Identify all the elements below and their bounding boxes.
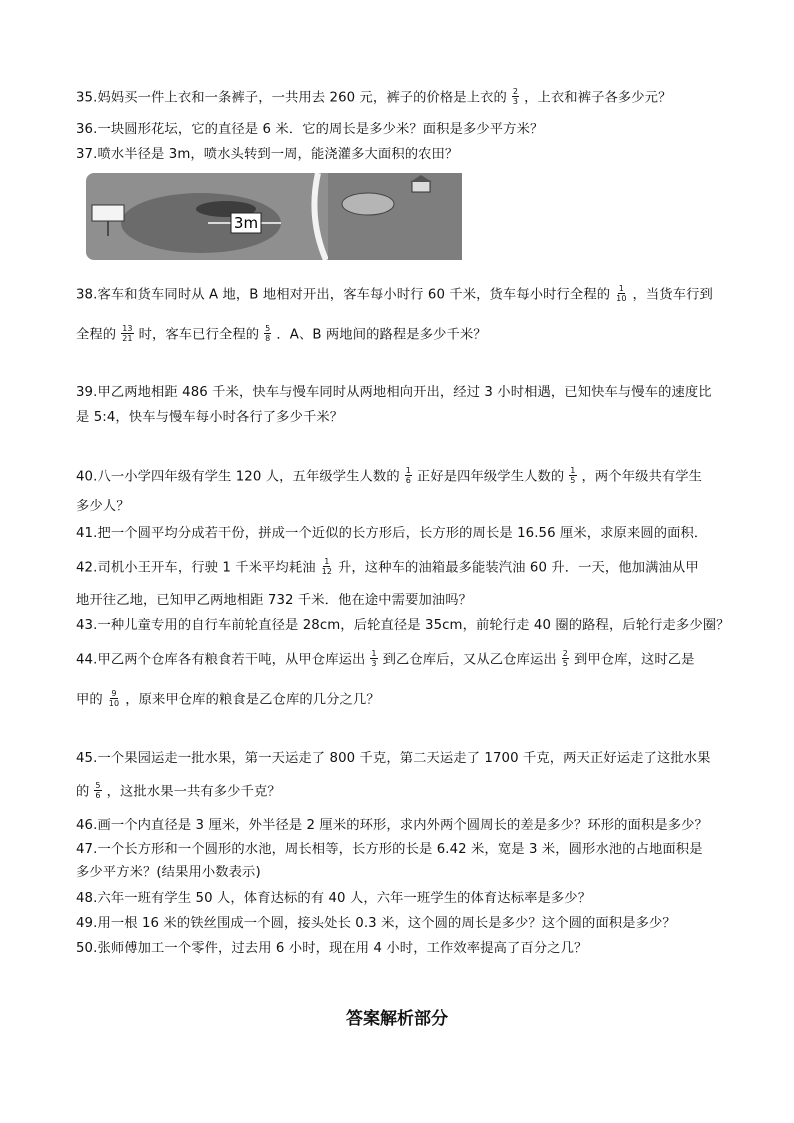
problem-42-line1	[76, 558, 699, 578]
fraction-denominator: 6	[405, 476, 411, 485]
fraction-numerator: 5	[95, 781, 101, 790]
fraction-denominator: 5	[562, 659, 568, 668]
problem-text: ，这批水果一共有多少千克？	[106, 784, 281, 800]
problem-text: 35.妈妈买一件上衣和一条裤子，一共用去 260 元，裤子的价格是上衣的	[76, 90, 507, 106]
problem-text: ，上衣和裤子各多少元？	[524, 90, 672, 106]
fraction	[569, 466, 576, 485]
problem-44-line2	[76, 690, 380, 710]
fraction	[512, 87, 519, 106]
fraction-denominator: 10	[108, 699, 120, 708]
fraction	[321, 557, 333, 576]
problem-43: 43.一种儿童专用的自行车前轮直径是 28cm，后轮直径是 35cm，前轮行走 40 圈的路程，后轮行走多少圈？	[76, 618, 730, 633]
fraction-numerator: 1	[618, 284, 624, 293]
problem-37: 37.喷水半径是 3m，喷水头转到一周，能浇灌多大面积的农田？	[76, 147, 459, 162]
fraction-denominator: 6	[95, 791, 101, 800]
radius-label: 3m	[233, 214, 259, 232]
pond	[342, 193, 394, 215]
problem-48: 48.六年一班有学生 50 人，体育达标的有 40 人，六年一班学生的体育达标率是多少？	[76, 891, 592, 906]
fraction-numerator: 2	[562, 649, 568, 658]
problem-text: 44.甲乙两个仓库各有粮食若干吨，从甲仓库运出	[76, 652, 366, 668]
problem-44-line1	[76, 650, 695, 670]
problem-text: 全程的	[76, 327, 117, 343]
problem-49: 49.用一根 16 米的铁丝围成一个圆，接头处长 0.3 米，这个圆的周长是多少？这个圆的面积是多少？	[76, 916, 676, 931]
fraction-numerator: 2	[512, 87, 519, 96]
problem-39-line2: 是 5:4，快车与慢车每小时各行了多少千米？	[76, 410, 344, 425]
fraction-denominator: 21	[122, 334, 133, 343]
signboard	[92, 205, 124, 221]
fraction-numerator: 1	[570, 466, 576, 475]
problem-40-line1	[76, 467, 702, 487]
fraction-denominator: 8	[265, 334, 271, 343]
problem-40-line2: 多少人？	[76, 499, 130, 514]
fraction-denominator: 3	[512, 97, 519, 106]
problem-text: 正好是四年级学生人数的	[416, 469, 565, 485]
problem-text: 到乙仓库后，又从乙仓库运出	[382, 652, 557, 668]
problem-text: 到甲仓库，这时乙是	[573, 652, 695, 668]
fraction	[264, 324, 271, 343]
problem-38-line1	[76, 285, 713, 305]
fraction	[562, 649, 569, 668]
fraction	[615, 284, 627, 303]
fraction	[94, 781, 101, 800]
fraction-numerator: 1	[324, 557, 330, 566]
fraction-numerator: 9	[111, 689, 117, 698]
fraction-numerator: 1	[371, 649, 377, 658]
fraction-denominator: 3	[371, 659, 377, 668]
fraction-denominator: 10	[616, 294, 627, 303]
farmland-area	[328, 173, 462, 260]
problem-text: 甲的	[76, 692, 103, 708]
answer-section-heading: 答案解析部分	[346, 1009, 448, 1029]
problem-35	[76, 88, 671, 108]
problem-text: ，原来甲仓库的粮食是乙仓库的几分之几？	[125, 692, 380, 708]
problem-50: 50.张师傅加工一个零件，过去用 6 小时，现在用 4 小时，工作效率提高了百分之几？	[76, 941, 588, 956]
problem-text: 的	[76, 784, 90, 800]
fraction-denominator: 5	[570, 476, 576, 485]
problem-42-line2: 地开往乙地，已知甲乙两地相距 732 千米．他在途中需要加油吗？	[76, 593, 473, 608]
problem-text: 38.客车和货车同时从 A 地，B 地相对开出，客车每小时行 60 千米，货车每小时行全程的	[76, 287, 611, 303]
problem-text: 40.八一小学四年级有学生 120 人，五年级学生人数的	[76, 469, 400, 485]
fraction-numerator: 1	[405, 466, 411, 475]
sprinkler-field-illustration	[86, 173, 462, 260]
problem-text: 升，这种车的油箱最多能装汽油 60 升．一天，他加满油从甲	[338, 560, 699, 576]
fraction	[370, 649, 377, 668]
problem-text: ，两个年级共有学生	[581, 469, 703, 485]
problem-text: ．A、B 两地间的路程是多少千米？	[276, 327, 487, 343]
problem-45-line2	[76, 782, 281, 802]
problem-39-line1: 39.甲乙两地相距 486 千米，快车与慢车同时从两地相向开出，经过 3 小时相遇，已知快车与慢车的速度比	[76, 385, 712, 400]
fraction-denominator: 12	[321, 567, 333, 576]
fraction	[405, 466, 412, 485]
problem-text: 42.司机小王开车，行驶 1 千米平均耗油	[76, 560, 316, 576]
fraction	[108, 689, 120, 708]
fraction-numerator: 5	[265, 324, 271, 333]
fraction	[121, 324, 133, 343]
problem-text: 时，客车已行全程的	[138, 327, 260, 343]
problem-36: 36.一块圆形花坛，它的直径是 6 米．它的周长是多少米？面积是多少平方米？	[76, 122, 544, 137]
fraction-numerator: 13	[122, 324, 133, 333]
problem-41: 41.把一个圆平均分成若干份，拼成一个近似的长方形后，长方形的周长是 16.56 厘米，求原来圆的面积．	[76, 526, 708, 541]
problem-38-line2	[76, 325, 487, 345]
problem-46: 46.画一个内直径是 3 厘米，外半径是 2 厘米的环形，求内外两个圆周长的差是多少？环形的面积是多少？	[76, 818, 708, 833]
problem-text: ，当货车行到	[632, 287, 713, 303]
problem-47-line1: 47.一个长方形和一个圆形的水池，周长相等，长方形的长是 6.42 米，宽是 3 米，圆形水池的占地面积是	[76, 842, 703, 857]
house-icon	[412, 181, 430, 192]
problem-47-line2: 多少平方米？(结果用小数表示)	[76, 865, 261, 880]
problem-45-line1: 45.一个果园运走一批水果，第一天运走了 800 千克，第二天运走了 1700 千克，两天正好运走了这批水果	[76, 751, 711, 766]
